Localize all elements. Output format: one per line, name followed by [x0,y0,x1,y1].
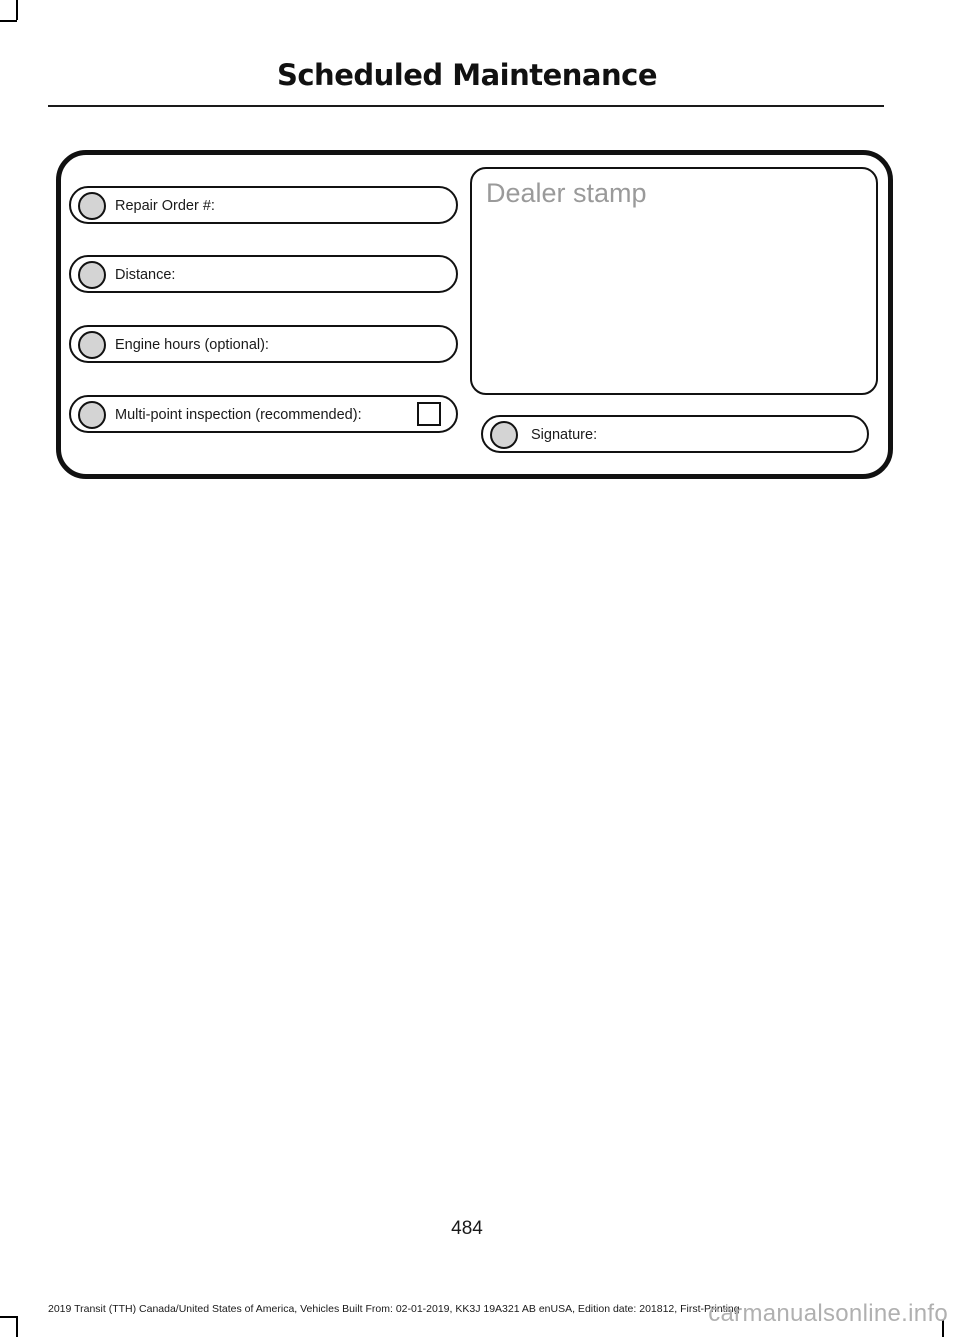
repair-order-field[interactable] [69,186,458,224]
bullet-circle-icon [78,331,106,359]
crop-mark-bottom-left-horizontal [0,1316,17,1318]
bullet-circle-icon [78,261,106,289]
multi-point-inspection-label: Multi-point inspection (recommended): [115,407,362,423]
edition-footer: 2019 Transit (TTH) Canada/United States of America, Vehicles Built From: 02-01-2019, KK3J 19A321 AB enUSA, Edition date: 201812, First-Printing [48,1303,740,1315]
multi-point-inspection-field [69,395,458,433]
distance-label: Distance: [115,267,176,283]
crop-mark-top-left-horizontal [0,20,17,22]
crop-mark-top-left-vertical [16,0,18,20]
bullet-circle-icon [78,192,106,220]
page-number: 484 [451,1218,483,1239]
crop-mark-bottom-left-vertical [16,1316,18,1337]
multi-point-inspection-checkbox[interactable] [417,402,441,426]
signature-field[interactable] [481,415,869,453]
distance-field[interactable] [69,255,458,293]
dealer-stamp-label: Dealer stamp [486,178,647,208]
page-title: Scheduled Maintenance [276,58,658,92]
dealer-stamp-box [470,167,878,395]
bullet-circle-icon [78,401,106,429]
bullet-circle-icon [490,421,518,449]
signature-label: Signature: [531,427,598,443]
repair-order-label: Repair Order #: [115,198,215,214]
watermark: carmanualsonline.info [708,1300,948,1327]
engine-hours-label: Engine hours (optional): [115,337,269,353]
title-divider [48,105,884,107]
engine-hours-field[interactable] [69,325,458,363]
